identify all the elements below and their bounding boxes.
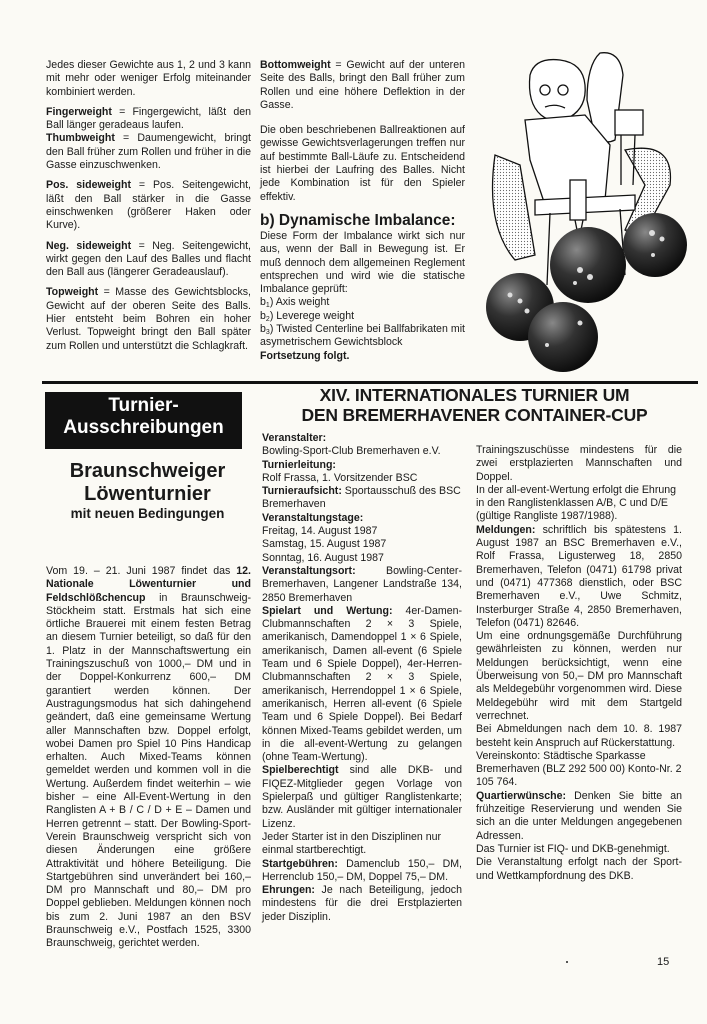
spielart: Spielart und Wertung: 4er-Damen-Clubmannschaften 2 × 3 Spiele, amerikanisch, Damendoppel 1 × 6 Spiele, amerikanisch, Damen all-event (6 Spiele Team und 6 Spiele Doppel), 4er-Herren-Clubmannschaften 2 × 3 Spiele, amerikanisch, Herrendoppel 1 × 6 Spiele, amerikanisch, Herren all-event (6 Spiele Team und 6 Spiele Doppel). Bei Bedarf können Mixed-Teams gebildet werden, um in die all-event-Wertung zu gelangen (ohne Team-Wertung). bbox=[262, 604, 463, 764]
bowler-cartoon-illustration bbox=[475, 45, 695, 375]
veranstalter: Veranstalter: Bowling-Sport-Club Bremerhaven e.V. bbox=[262, 432, 441, 458]
startgebuehren: Startgebühren: Damenclub 150,– DM, Herrenclub 150,– DM, Doppel 75,– DM. bbox=[262, 857, 462, 883]
bowling-ball bbox=[528, 302, 598, 372]
weights-intro: Jedes dieser Gewichte aus 1, 2 und 3 kann mit mehr oder weniger Erfolg miteinander kombiniert werden. bbox=[46, 59, 251, 98]
starter-note: Jeder Starter ist in den Disziplinen nur einmal startberechtigt. bbox=[262, 830, 442, 857]
def-pos-sideweight: Pos. sideweight = Pos. Seitengewicht, läßt den Ball stärker in die Gasse einschwenken (größerer Haken oder Kurve). bbox=[46, 179, 251, 232]
meldungen: Meldungen: schriftlich bis spätestens 1. August 1987 an BSC Bremerhaven e.V., Rolf Frassa, Ligusterweg 18, 2850 Bremerhaven, Telefon (0471) 61798 privat und (0471) 477368 dienstlich, oder BSC Bremerhaven e.V., Uwe Schmitz, Insterburger Straße 4, 2850 Bremerhaven, Telefon (0471) 82646. bbox=[476, 523, 682, 629]
print-speck bbox=[566, 961, 568, 963]
bowling-ball bbox=[550, 227, 626, 303]
dynamic-imbalance-heading: b) Dynamische Imbalance: bbox=[260, 211, 456, 229]
def-fingerweight: Fingerweight = Fingergewicht, läßt den Ball länger geradeaus laufen. bbox=[46, 105, 251, 132]
imbalance-list-item: $b_2$) Leverege weight bbox=[260, 309, 355, 323]
spielberechtigt: Spielberechtigt sind alle DKB- und FIQEZ-Mitglieder gegen Vorlage von Spielerpaß und gültiger Ranglistenkarte; bzw. Ausländer mit gültiger internationaler Lizenz. bbox=[262, 764, 462, 830]
container-cup-col1 bbox=[262, 432, 462, 924]
bowling-ball bbox=[623, 213, 687, 277]
container-cup-col2 bbox=[476, 444, 682, 883]
vereinskonto: Vereinskonto: Städtische Sparkasse Bremerhaven (BLZ 292 500 00) Konto-Nr. 2 105 764. bbox=[476, 749, 682, 789]
imbalance-list-item: $b_3$) Twisted Centerline bei Ballfabrikaten mit asymetrischem Gewichtsblock bbox=[260, 323, 465, 349]
def-neg-sideweight: Neg. sideweight = Neg. Seitengewicht, wirkt gegen den Lauf des Balles und flacht den Ball aus (längerer Geradeauslauf). bbox=[46, 239, 251, 279]
def-thumbweight: Thumbweight = Daumengewicht, bringt den Ball früher zum Rollen und früher in die Gasse einzuschwenken. bbox=[46, 132, 251, 172]
turnierleitung: Turnierleitung: Rolf Frassa, 1. Vorsitzender BSC bbox=[262, 458, 418, 484]
trainingszuschuesse: Trainingszuschüsse mindestens für die zwei erstplazierten Mannschaften und Doppel. bbox=[476, 444, 682, 483]
ordnung-note: Um eine ordnungsgemäße Durchführung gewährleisten zu können, werden nur Meldungen berücksichtigt, wenn eine Überweisung von 50,– DM pro Mannschaft als Meldegebühr vorgenommen wird. Diese Meldegebühr wird mit dem Startgeld verrechnet. bbox=[476, 630, 682, 722]
dynamic-imbalance-text: Diese Form der Imbalance wirkt sich nur aus, wenn der Ball in Bewegung ist. Er muß dennoch dem allgemeinen Reglement entsprechen und wird wie die statische Imbalance geprüft: bbox=[260, 229, 465, 296]
imbalance-column bbox=[260, 59, 465, 363]
ball-reaction-paragraph: Die oben beschriebenen Ballreaktionen auf gewisse Gewichtsverlagerungen treffen nur auf bestimmte Ball-Läufe zu. Entscheidend ist hierbei der Laufring des Balles. Nicht jede Kombination ist für den Spieler effektiv. bbox=[260, 124, 465, 203]
ehrungen: Ehrungen: Je nach Beteiligung, jedoch mindestens für die drei Erstplazierten jeder Disziplin. bbox=[262, 884, 462, 923]
def-topweight: Topweight = Masse des Gewichtsblocks, Gewicht auf der oberen Seite des Balls. Hier entsteht beim Bohren ein hoher Verlust. Topweight bringt den Ball später zum Rollen und unterstützt die Schlagkraft. bbox=[46, 286, 251, 352]
allevent-ehrung: In der all-event-Wertung erfolgt die Ehrung in den Ranglistenklassen A/B, C und D/E (gültige Rangliste 1987/1988). bbox=[476, 483, 677, 523]
lowenturnier-title: Braunschweiger Löwenturnier mit neuen Bedingungen bbox=[45, 460, 250, 522]
turnieraufsicht: Turnieraufsicht: Sportausschuß des BSC Bremerhaven bbox=[262, 485, 461, 511]
def-bottomweight: Bottomweight = Gewicht auf der unteren Seite des Balls, bringt den Ball früher zum Rollen und eine höhere Deflektion in der Gasse. bbox=[260, 59, 465, 111]
quartierwuensche: Quartierwünsche: Denken Sie bitte an frühzeitige Reservierung und wenden Sie sich an die unter Meldungen angegebenen Adressen. bbox=[476, 789, 682, 842]
genehmigung-note: Das Turnier ist FIQ- und DKB-genehmigt. bbox=[476, 842, 670, 855]
container-cup-title: XIV. INTERNATIONALES TURNIER UM DEN BREMERHAVENER CONTAINER-CUP bbox=[301, 385, 648, 425]
section-heading-box: Turnier- Ausschreibungen bbox=[45, 392, 242, 449]
lowenturnier-subtitle: mit neuen Bedingungen bbox=[70, 506, 225, 521]
wettkampfordnung-note: Die Veranstaltung erfolgt nach der Sport- und Wettkampfordnung des DKB. bbox=[476, 856, 682, 882]
page-number: 15 bbox=[657, 956, 670, 968]
continued-note: Fortsetzung folgt. bbox=[260, 349, 350, 362]
section-divider bbox=[42, 381, 698, 384]
weights-column bbox=[46, 59, 251, 353]
veranstaltungsort: Veranstaltungsort: Bowling-Center-Bremerhaven, Langener Landstraße 134, 2850 Bremerhaven bbox=[262, 564, 462, 604]
lowenturnier-body: Vom 19. – 21. Juni 1987 findet das 12. Nationale Löwenturnier und Feldschlößchencup in Braunschweig-Stöckheim statt. Erstmals hat sich eine örtliche Brauerei mit einem festen Betrag an diesem Turnier beteiligt, so daß für den 1. Platz in der Mannschaftswertung ein Trainingszuschuß von 1000,– DM und in der Doppel-Konkurrenz 600,– DM garantiert werden können. Der Austragungsmodus hat sich dahingehend geändert, daß eine gemeinsame Wertung aller Mannschaften bzw. Doppel erfolgt, wobei Damen pro Spiel 10 Pins Handicap erhalten. Auch Mixed-Teams können gemeldet werden und kommen voll in die Wertung. Außerdem findet weiterhin – wie bisher – eine All-Event-Wertung in den Ranglisten A + B / C / D + E – Damen und Herren getrennt – statt. Der Bowling-Sport-Verein Braunschweig verspricht sich von diesen Änderungen eine größere Attraktivität und höhere Beteiligung. Die Startgebühren sind unverändert bei 160,– DM pro Mannschaft und 80,– DM pro Doppel geblieben. Meldungen können noch bis zum 2. Juni 1987 an den BSV Braunschweig e.V., Postfach 1525, 3300 Braunschweig, gerichtet werden. bbox=[46, 565, 251, 950]
imbalance-list-item: $b_1$) Axis weight bbox=[260, 296, 330, 310]
abmeldung-note: Bei Abmeldungen nach dem 10. 8. 1987 besteht kein Anspruch auf Rückerstattung. bbox=[476, 723, 682, 749]
veranstaltungstage: Veranstaltungstage: Freitag, 14. August 1987 Samstag, 15. August 1987 Sonntag, 16. August 1987 bbox=[262, 511, 387, 564]
